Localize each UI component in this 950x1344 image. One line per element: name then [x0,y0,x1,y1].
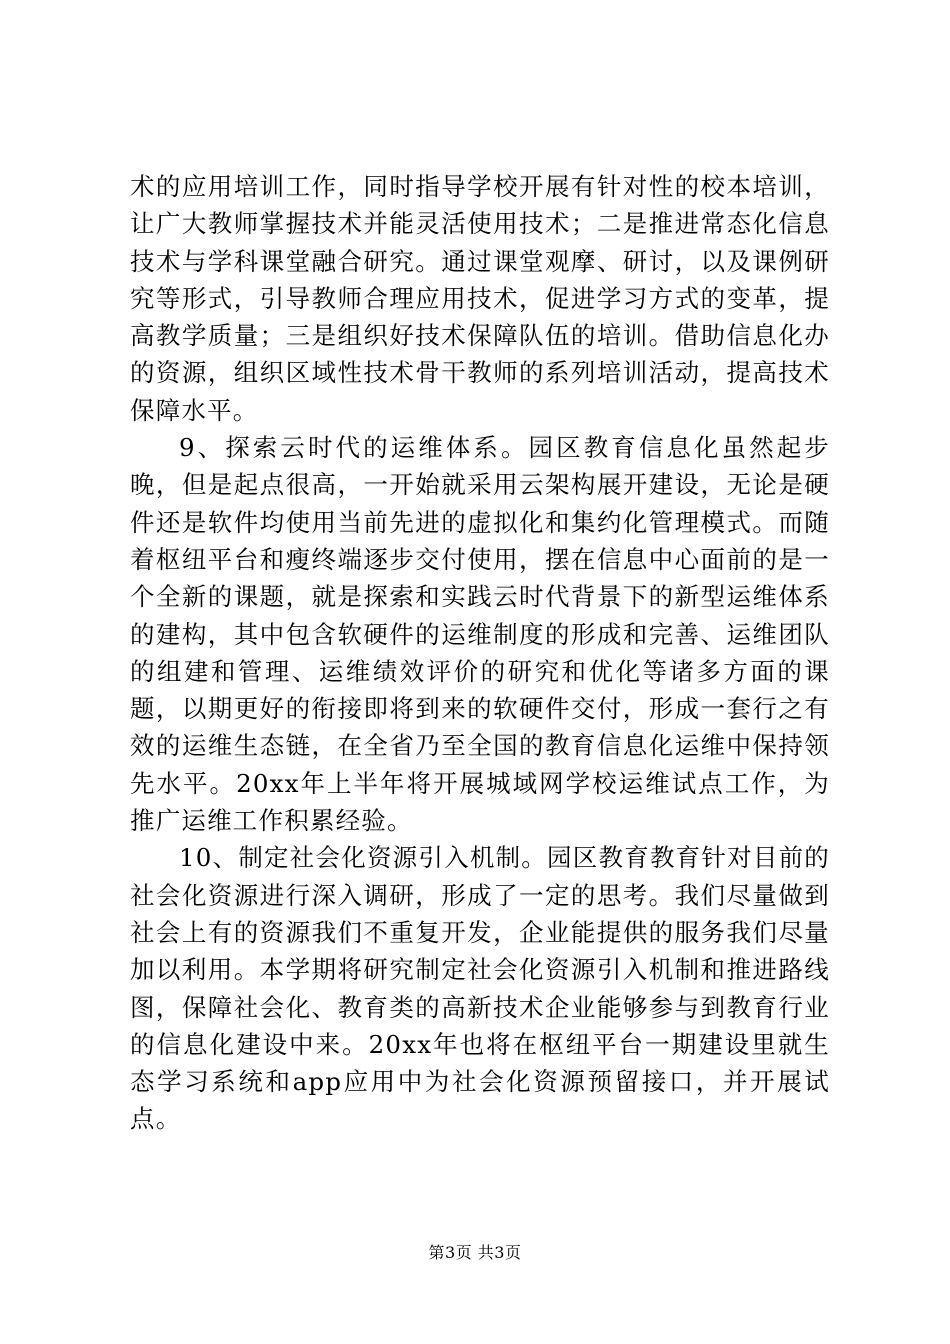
paragraph-operations: 9、探索云时代的运维体系。园区教育信息化虽然起步晚，但是起点很高，一开始就采用云架构展开建设，无论是硬件还是软件均使用当前先进的虚拟化和集约化管理模式。而随着枢纽平台和瘦终端逐步交付使用，摆在信息中心面前的是一个全新的课题，就是探索和实践云时代背景下的新型运维体系的建构，其中包含软硬件的运维制度的形成和完善、运维团队的组建和管理、运维绩效评价的研究和优化等诸多方面的课题，以期更好的衔接即将到来的软硬件交付，形成一套行之有效的运维生态链，在全省乃至全国的教育信息化运维中保持领先水平。20xx年上半年将开展城域网学校运维试点工作，为推广运维工作积累经验。 [130,433,830,836]
paragraph-social-resources: 10、制定社会化资源引入机制。园区教育教育针对目前的社会化资源进行深入调研，形成了一定的思考。我们尽量做到社会上有的资源我们不重复开发，企业能提供的服务我们尽量加以利用。本学期将研究制定社会化资源引入机制和推进路线图，保障社会化、教育类的高新技术企业能够参与到教育行业的信息化建设中来。20xx年也将在枢纽平台一期建设里就生态学习系统和app应用中为社会化资源预留接口，并开展试点。 [130,843,830,1134]
page-footer [0,1243,950,1263]
document-body [130,168,830,1138]
paragraph-training: 术的应用培训工作，同时指导学校开展有针对性的校本培训，让广大教师掌握技术并能灵活使用技术；二是推进常态化信息技术与学科课堂融合研究。通过课堂观摩、研讨，以及课例研究等形式，引导教师合理应用技术，促进学习方式的变革，提高教学质量；三是组织好技术保障队伍的培训。借助信息化办的资源，组织区域性技术骨干教师的系列培训活动，提高技术保障水平。 [130,172,830,425]
page-number: 第3页 共3页 [428,1243,522,1262]
